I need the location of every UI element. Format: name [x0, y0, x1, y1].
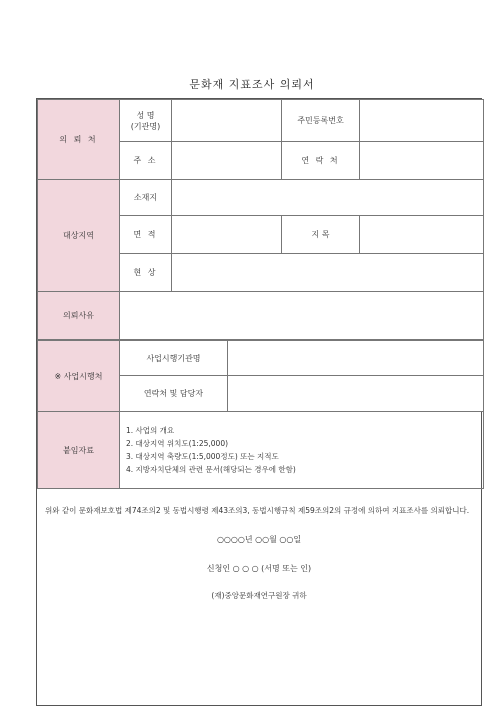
statement-block	[37, 489, 481, 705]
executor-contact-field[interactable]	[228, 376, 484, 412]
contact-label: 연 락 처	[282, 142, 360, 180]
name-label-line2: (기관명)	[130, 121, 161, 131]
land-category-field[interactable]	[360, 216, 484, 254]
attachment-item: 3. 대상지역 축량도(1:5,000정도) 또는 지적도	[126, 452, 279, 461]
executor-contact-label: 연락처 및 담당자	[120, 376, 228, 412]
executor-table	[37, 340, 484, 489]
contact-field[interactable]	[360, 142, 484, 180]
attachments-list	[120, 412, 484, 489]
rrn-field[interactable]	[360, 100, 484, 142]
addressee: (재)중앙문화재연구원장 귀하	[211, 591, 307, 600]
executor-section-label: ※ 사업시행처	[38, 341, 120, 412]
attachment-item: 2. 대상지역 위치도(1:25,000)	[126, 439, 229, 448]
attachments-section-label: 붙임자료	[38, 412, 120, 489]
reason-section-label: 의뢰사유	[38, 292, 120, 340]
status-field[interactable]	[172, 254, 484, 292]
address-field[interactable]	[172, 142, 282, 180]
attachment-item: 1. 사업의 개요	[126, 426, 175, 435]
status-label: 현 상	[120, 254, 172, 292]
location-label: 소재지	[120, 180, 172, 216]
attachment-item: 4. 지방자치단체의 관련 문서(해당되는 경우에 한함)	[126, 465, 296, 474]
page-title: 문화재 지표조사 의뢰서	[189, 78, 315, 91]
area-label: 면 적	[120, 216, 172, 254]
applicant-signature: 신청인 ○ ○ ○ (서명 또는 인)	[206, 564, 312, 573]
name-field[interactable]	[172, 100, 282, 142]
executor-org-label: 사업시행기관명	[120, 341, 228, 376]
request-date: ○○○○년 ○○월 ○○일	[216, 535, 302, 544]
rrn-label: 주민등록번호	[282, 100, 360, 142]
statement-text: 위와 같이 문화재보호법 제74조의2 및 동법시행령 제43조의3, 동법시행규칙 제59조의2의 규정에 의하여 지표조사를 의뢰합니다.	[45, 506, 470, 515]
target-section-label: 대상지역	[38, 180, 120, 292]
requester-section-label: 의 뢰 처	[38, 100, 120, 180]
request-form	[36, 98, 482, 706]
address-label: 주 소	[120, 142, 172, 180]
form-table	[37, 99, 484, 340]
name-label	[120, 100, 172, 142]
location-field[interactable]	[172, 180, 484, 216]
area-field[interactable]	[172, 216, 282, 254]
name-label-line1: 성 명	[136, 110, 155, 120]
land-category-label: 지 목	[282, 216, 360, 254]
executor-org-field[interactable]	[228, 341, 484, 376]
reason-field[interactable]	[120, 292, 484, 340]
